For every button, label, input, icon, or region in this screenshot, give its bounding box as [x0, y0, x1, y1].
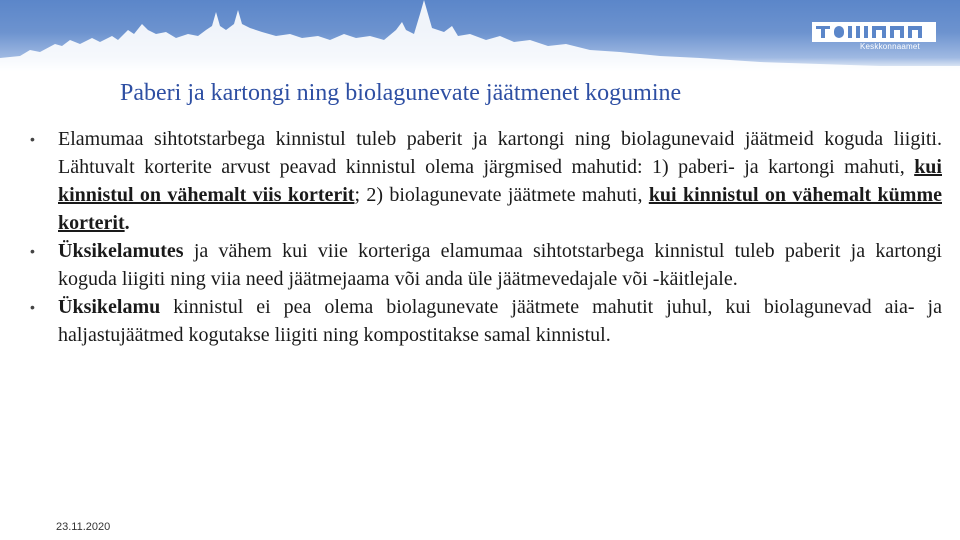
header-band [0, 0, 960, 72]
bullet-icon: • [30, 299, 35, 315]
bullet-text: Elamumaa sihtotstarbega kinnistul tuleb paberit ja kartongi ning biolagunevaid jäätmeid koguda liigiti. Lähtuvalt korterite arvust peavad kinnistul olema järgmised mahutid: 1) paberi- ja kartongi mahuti, [58, 128, 942, 178]
bullet-emphasis: kui kinnistul on vähemalt viis korterit [58, 156, 942, 206]
bullet-item [30, 293, 942, 349]
slide-title: Paberi ja kartongi ning biolagunevate jäätmenet kogumine [120, 80, 682, 106]
slide-date: 23.11.2020 [56, 521, 111, 533]
bullet-item [30, 125, 942, 237]
bullet-text: . [124, 212, 130, 234]
bullet-emphasis: kui kinnistul on vähemalt kümme korterit [58, 184, 942, 234]
bullet-emphasis: Üksikelamutes [58, 240, 184, 262]
bullet-text: ; 2) biolagunevate jäätmete mahuti, [354, 184, 649, 206]
bullet-text: ja vähem kui viie korteriga elamumaa sihtotstarbega kinnistul tuleb paberit ja kartongi koguda liigiti ning viia need jäätmejaama või anda üle jäätmevedajale või -käitlejale. [58, 240, 942, 290]
bullet-icon: • [30, 243, 35, 259]
logo-subtitle: Keskkonnaamet [860, 42, 920, 51]
bullet-icon: • [30, 131, 35, 147]
bullet-item [30, 237, 942, 293]
bullet-text: kinnistul ei pea olema biolagunevate jäätmete mahutit juhul, kui biolagunevad aia- ja haljastujäätmed kogutakse liigiti ning kompostitakse samal kinnistul. [58, 296, 942, 346]
bullet-emphasis: Üksikelamu [58, 296, 161, 318]
bullet-list [30, 125, 942, 349]
